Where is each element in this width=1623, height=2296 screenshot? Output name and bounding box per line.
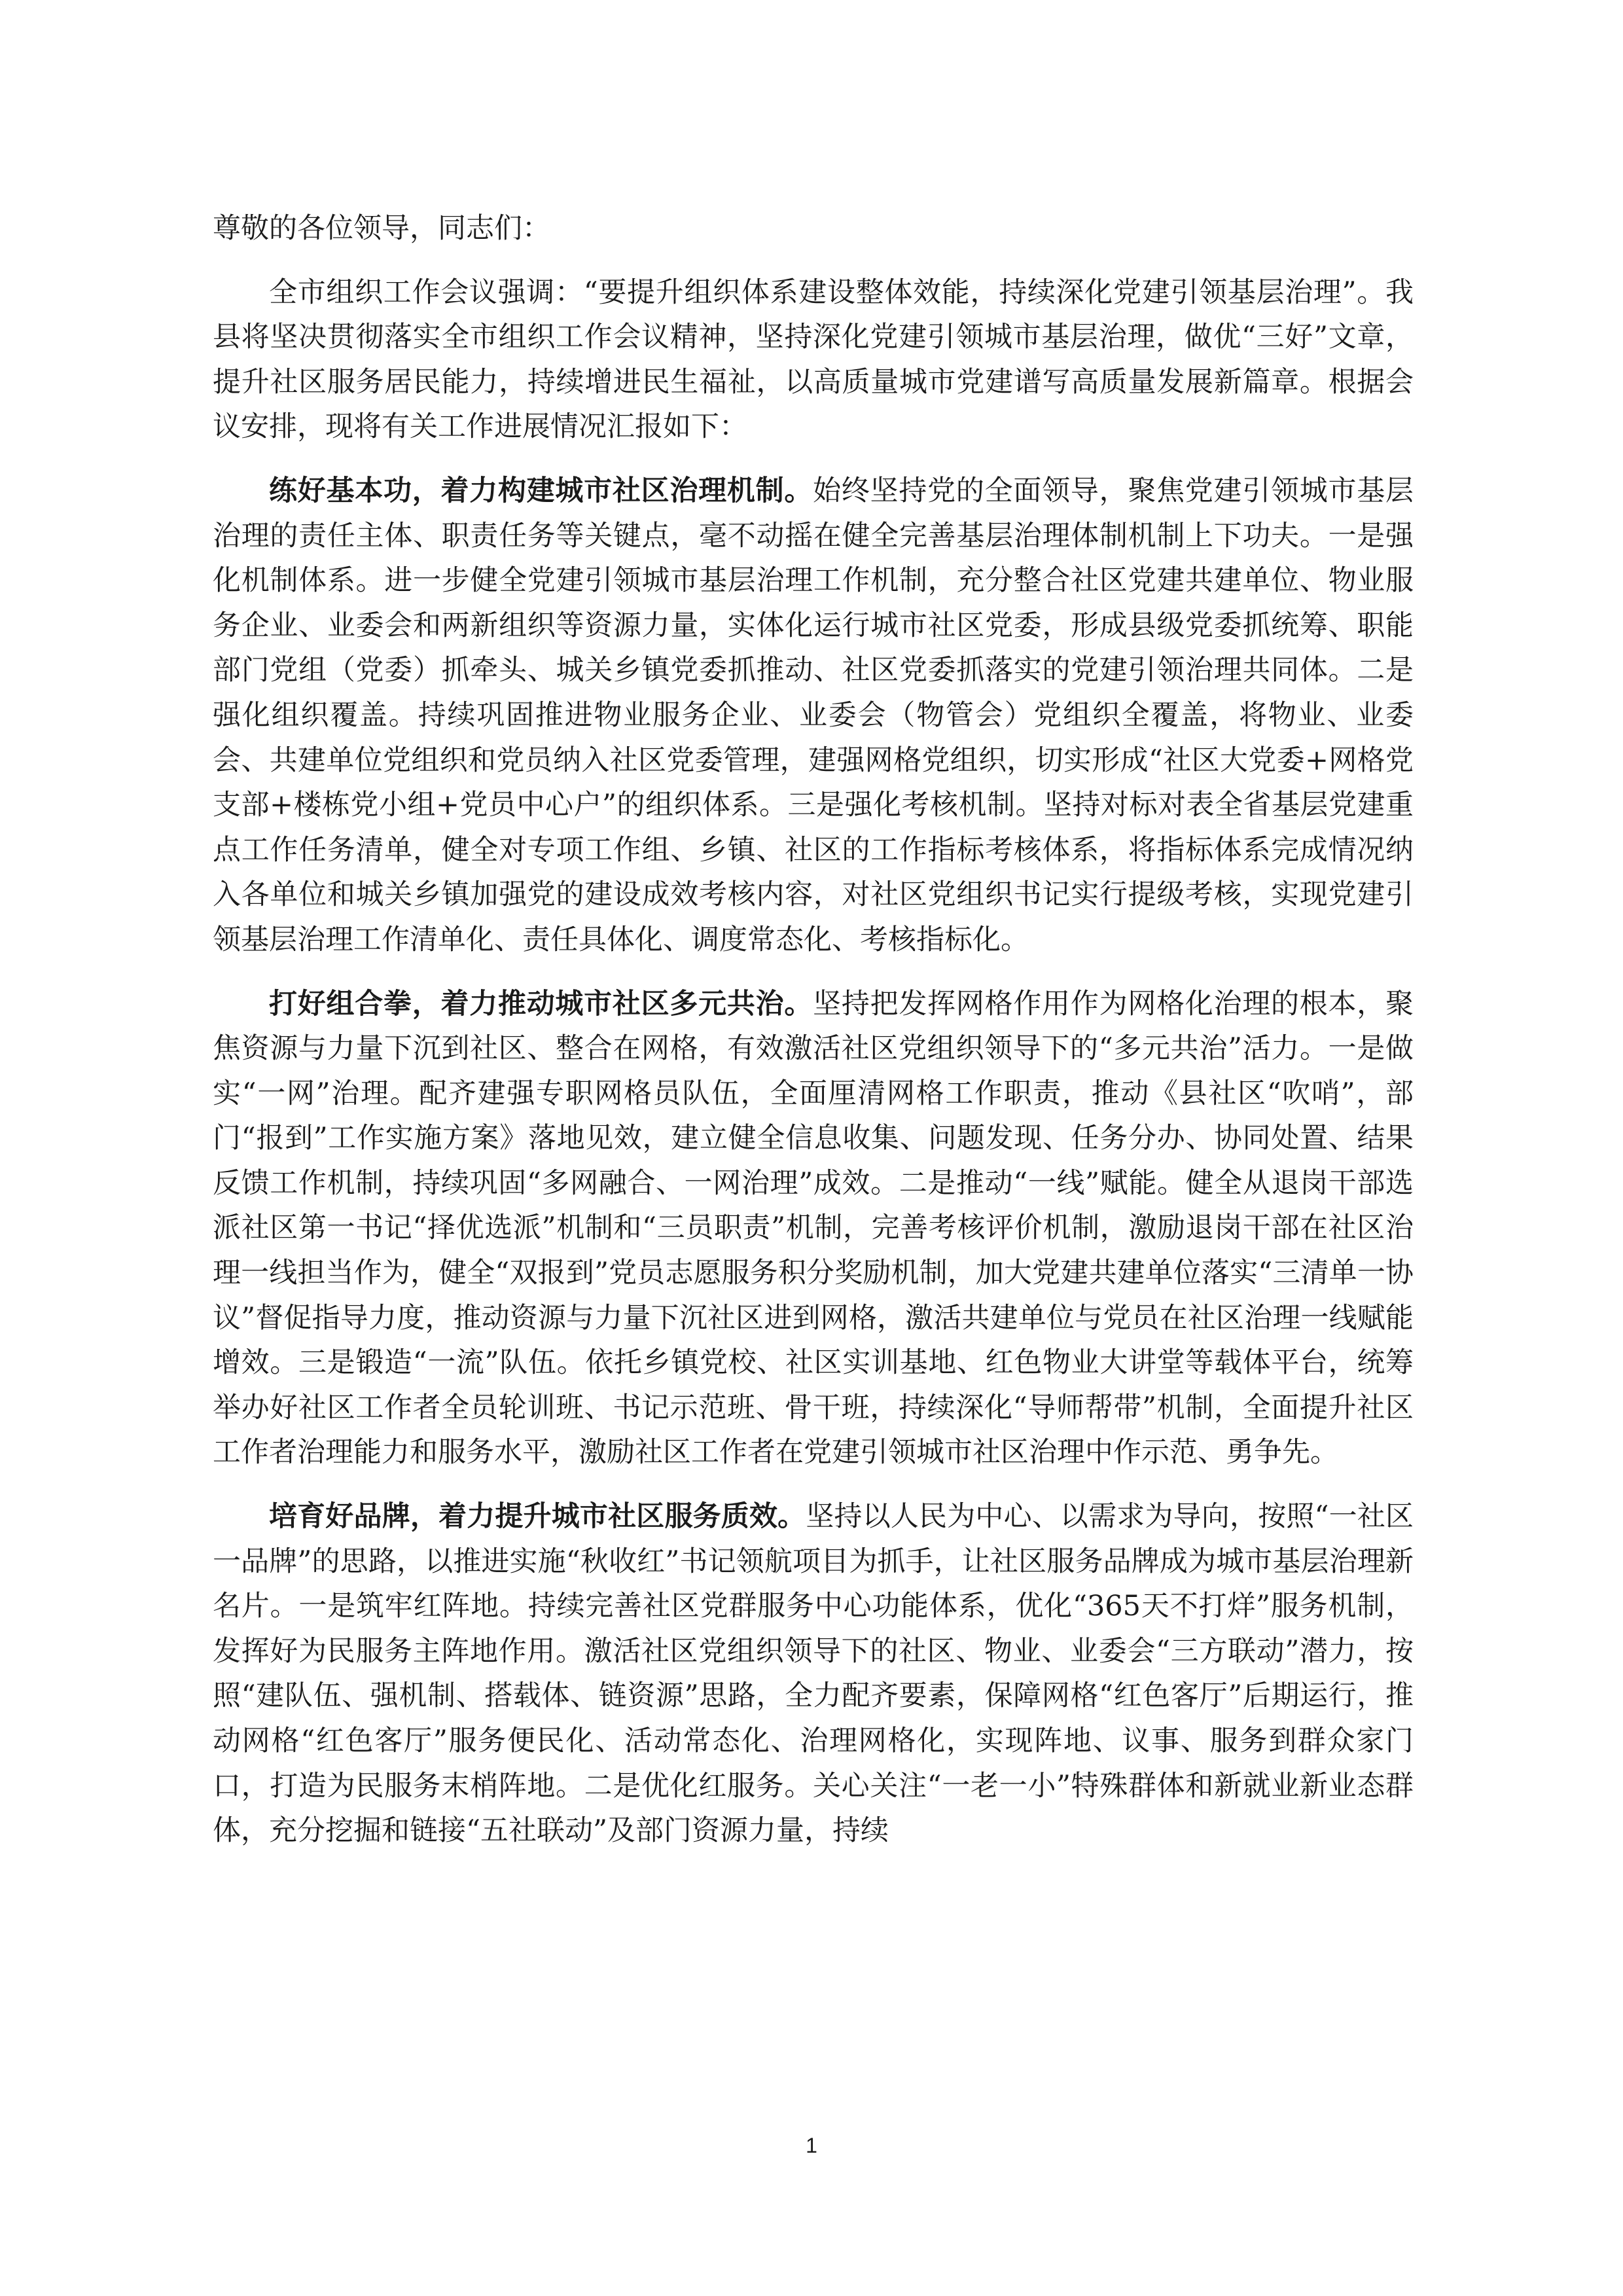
paragraph-lead: 打好组合拳，着力推动城市社区多元共治。 bbox=[269, 987, 813, 1020]
paragraph-lead: 培育好品牌，着力提升城市社区服务质效。 bbox=[269, 1500, 806, 1534]
document-body bbox=[213, 206, 1414, 1873]
paragraph-intro bbox=[213, 270, 1414, 450]
page-number: 1 bbox=[806, 2134, 817, 2157]
paragraph-text: 坚持以人民为中心、以需求为导向，按照“一社区一品牌”的思路，以推进实施“秋收红”书记领航项目为抓手，让社区服务品牌成为城市基层治理新名片。一是筑牢红阵地。持续完善社区党群服务中心功能体系，优化“365天不打烊”服务机制，发挥好为民服务主阵地作用。激活社区党组织领导下的社区、物业、业委会“三方联动”潜力，按照“建队伍、强机制、搭载体、链资源”思路，全力配齐要素，保障网格“红色客厅”后期运行，推动网格“红色客厅”服务便民化、活动常态化、治理网格化，实现阵地、议事、服务到群众家门口，打造为民服务末梢阵地。二是优化红服务。关心关注“一老一小”特殊群体和新就业新业态群体，充分挖掘和链接“五社联动”及部门资源力量，持续 bbox=[213, 1500, 1414, 1848]
salutation: 尊敬的各位领导，同志们： bbox=[213, 212, 550, 245]
paragraph-text: 坚持把发挥网格作用作为网格化治理的根本，聚焦资源与力量下沉到社区、整合在网格，有效激活社区党组织领导下的“多元共治”活力。一是做实“一网”治理。配齐建强专职网格员队伍，全面厘清网格工作职责，推动《县社区“吹哨”，部门“报到”工作实施方案》落地见效，建立健全信息收集、问题发现、任务分办、协同处置、结果反馈工作机制，持续巩固“多网融合、一网治理”成效。二是推动“一线”赋能。健全从退岗干部选派社区第一书记“择优选派”机制和“三员职责”机制，完善考核评价机制，激励退岗干部在社区治理一线担当作为，健全“双报到”党员志愿服务积分奖励机制，加大党建共建单位落实“三清单一协议”督促指导力度，推动资源与力量下沉社区进到网格，激活共建单位与党员在社区治理一线赋能增效。三是锻造“一流”队伍。依托乡镇党校、社区实训基地、红色物业大讲堂等载体平台，统筹举办好社区工作者全员轮训班、书记示范班、骨干班，持续深化“导师帮带”机制，全面提升社区工作者治理能力和服务水平，激励社区工作者在党建引领城市社区治理中作示范、勇争先。 bbox=[213, 987, 1414, 1469]
paragraph-service-brand bbox=[213, 1494, 1414, 1854]
paragraph-co-governance bbox=[213, 982, 1414, 1476]
paragraph-lead: 练好基本功，着力构建城市社区治理机制。 bbox=[269, 474, 813, 507]
paragraph-text: 始终坚持党的全面领导，聚焦党建引领城市基层治理的责任主体、职责任务等关键点，毫不动摇在健全完善基层治理体制机制上下功夫。一是强化机制体系。进一步健全党建引领城市基层治理工作机制，充分整合社区党建共建单位、物业服务企业、业委会和两新组织等资源力量，实体化运行城市社区党委，形成县级党委抓统筹、职能部门党组（党委）抓牵头、城关乡镇党委抓推动、社区党委抓落实的党建引领治理共同体。二是强化组织覆盖。持续巩固推进物业服务企业、业委会（物管会）党组织全覆盖，将物业、业委会、共建单位党组织和党员纳入社区党委管理，建强网格党组织，切实形成“社区大党委+网格党支部+楼栋党小组+党员中心户”的组织体系。三是强化考核机制。坚持对标对表全省基层党建重点工作任务清单，健全对专项工作组、乡镇、社区的工作指标考核体系，将指标体系完成情况纳入各单位和城关乡镇加强党的建设成效考核内容，对社区党组织书记实行提级考核，实现党建引领基层治理工作清单化、责任具体化、调度常态化、考核指标化。 bbox=[213, 474, 1414, 956]
paragraph-governance-mechanism bbox=[213, 469, 1414, 963]
paragraph-text: 全市组织工作会议强调：“要提升组织体系建设整体效能，持续深化党建引领基层治理”。我县将坚决贯彻落实全市组织工作会议精神，坚持深化党建引领城市基层治理，做优“三好”文章，提升社区服务居民能力，持续增进民生福祉，以高质量城市党建谱写高质量发展新篇章。根据会议安排，现将有关工作进展情况汇报如下： bbox=[213, 276, 1414, 444]
